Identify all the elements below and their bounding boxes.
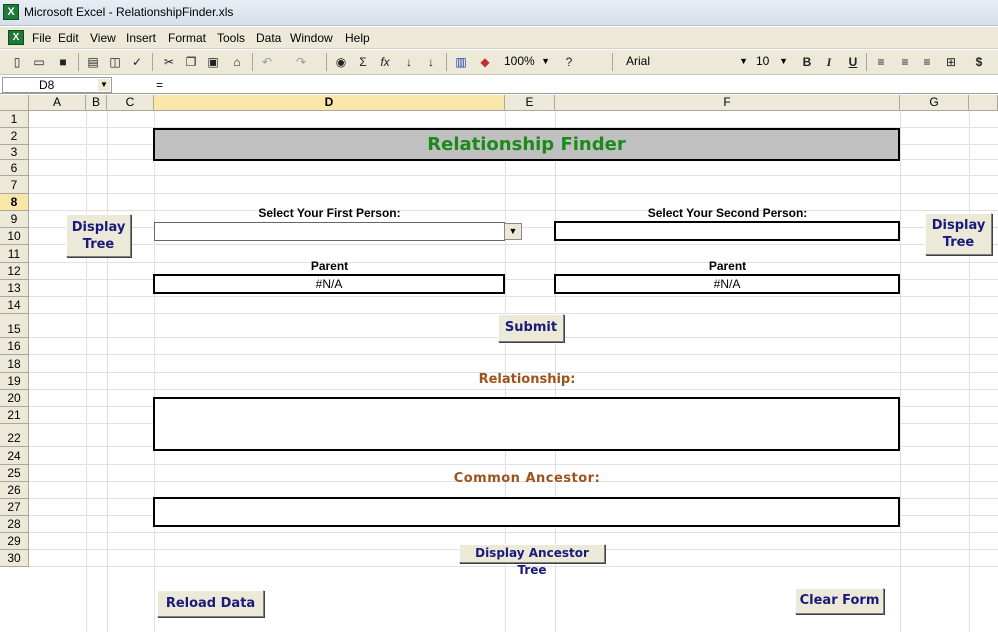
row-header-7[interactable]: 7 <box>0 176 29 194</box>
chevron-down-icon[interactable]: ▼ <box>504 223 522 240</box>
clear-form-button[interactable]: Clear Form <box>795 588 884 614</box>
row-header-9[interactable]: 9 <box>0 211 29 228</box>
redo-icon[interactable]: ↷ <box>295 55 307 69</box>
font-select[interactable] <box>622 52 750 72</box>
column-header-e[interactable]: E <box>505 95 555 111</box>
menu-window[interactable]: Window <box>290 31 333 45</box>
row-header-25[interactable]: 25 <box>0 465 29 482</box>
row-header-27[interactable]: 27 <box>0 499 29 516</box>
relationship-label: Relationship: <box>478 372 576 387</box>
paste-icon[interactable]: ▣ <box>207 55 219 69</box>
font-value: Arial <box>626 54 651 68</box>
row-header-16[interactable]: 16 <box>0 338 29 355</box>
display-tree-left-button[interactable] <box>66 214 131 257</box>
save-icon[interactable]: ■ <box>59 55 67 69</box>
row-header-15[interactable]: 15 <box>0 314 29 338</box>
display-tree-left-line2: Tree <box>82 237 115 252</box>
chart-wizard-icon[interactable]: ▥ <box>455 55 467 69</box>
zoom-value: 100% <box>504 54 535 68</box>
row-header-14[interactable]: 14 <box>0 297 29 314</box>
drawing-icon[interactable]: ◆ <box>480 55 490 69</box>
display-tree-right-button[interactable] <box>925 213 992 255</box>
menu-bar <box>0 27 998 49</box>
bold-button[interactable]: B <box>802 55 812 69</box>
column-header-a[interactable]: A <box>29 95 86 111</box>
column-header-h[interactable] <box>969 95 998 111</box>
menu-view[interactable]: View <box>90 31 116 45</box>
menu-insert[interactable]: Insert <box>126 31 157 45</box>
gridline <box>29 532 998 533</box>
name-box[interactable] <box>2 77 112 93</box>
display-tree-right-line1: Display <box>931 218 986 233</box>
toolbar-separator <box>152 53 153 71</box>
menu-edit[interactable]: Edit <box>58 31 79 45</box>
cut-icon[interactable]: ✂ <box>163 55 175 69</box>
row-header-18[interactable]: 18 <box>0 355 29 373</box>
gridline <box>29 193 998 194</box>
align-center-icon[interactable]: ≡ <box>901 55 909 69</box>
zoom-select[interactable] <box>500 52 552 72</box>
row-header-24[interactable]: 24 <box>0 447 29 465</box>
chevron-down-icon: ▼ <box>739 56 748 66</box>
submit-button[interactable]: Submit <box>498 314 564 342</box>
gridline <box>29 389 998 390</box>
gridline <box>29 464 998 465</box>
window-title: Microsoft Excel - RelationshipFinder.xls <box>24 5 234 19</box>
first-person-dropdown[interactable] <box>154 222 505 241</box>
toolbar-separator <box>612 53 613 71</box>
function-icon[interactable]: fx <box>380 55 390 69</box>
print-preview-icon[interactable]: ◫ <box>109 55 121 69</box>
menu-format[interactable]: Format <box>168 31 207 45</box>
font-size-value: 10 <box>756 54 770 68</box>
row-header-22[interactable]: 22 <box>0 424 29 447</box>
parent-label-right: Parent <box>708 259 747 273</box>
parent-value-right: #N/A <box>554 274 900 294</box>
second-person-field[interactable] <box>554 221 900 241</box>
italic-button[interactable]: I <box>826 55 832 69</box>
help-icon[interactable]: ? <box>565 55 573 69</box>
menu-file[interactable]: File <box>32 31 52 45</box>
menu-data[interactable]: Data <box>256 31 282 45</box>
copy-icon[interactable]: ❐ <box>185 55 197 69</box>
toolbar-separator <box>252 53 253 71</box>
new-icon[interactable]: ▯ <box>13 55 21 69</box>
undo-icon[interactable]: ↶ <box>261 55 273 69</box>
sort-ascending-icon[interactable]: ↓ <box>406 55 412 69</box>
display-ancestor-tree-button[interactable]: Display Ancestor Tree <box>459 544 605 563</box>
parent-value-left: #N/A <box>153 274 505 294</box>
underline-button[interactable]: U <box>848 55 858 69</box>
row-header-19[interactable]: 19 <box>0 373 29 390</box>
row-header-1[interactable]: 1 <box>0 111 29 128</box>
first-person-label: Select Your First Person: <box>258 206 401 220</box>
row-header-11[interactable]: 11 <box>0 245 29 263</box>
spelling-icon[interactable]: ✓ <box>131 55 143 69</box>
row-header-26[interactable]: 26 <box>0 482 29 499</box>
font-size-select[interactable] <box>752 52 790 72</box>
display-tree-left-line1: Display <box>71 220 126 235</box>
row-header-12[interactable]: 12 <box>0 263 29 280</box>
row-header-28[interactable]: 28 <box>0 516 29 533</box>
row-header-8[interactable]: 8 <box>0 194 29 211</box>
print-icon[interactable]: ▤ <box>87 55 99 69</box>
toolbar-separator <box>446 53 447 71</box>
toolbar <box>0 50 998 75</box>
toolbar-separator <box>326 53 327 71</box>
row-header-20[interactable]: 20 <box>0 390 29 407</box>
menu-help[interactable]: Help <box>345 31 370 45</box>
parent-label-left: Parent <box>310 259 349 273</box>
second-person-label: Select Your Second Person: <box>647 206 808 220</box>
common-ancestor-label: Common Ancestor: <box>453 471 601 486</box>
merge-center-icon[interactable]: ⊞ <box>945 55 957 69</box>
reload-data-button[interactable]: Reload Data <box>157 590 264 617</box>
column-header-g[interactable]: G <box>900 95 969 111</box>
column-header-f[interactable]: F <box>555 95 900 111</box>
column-header-b[interactable]: B <box>86 95 107 111</box>
gridline <box>29 296 998 297</box>
form-title: Relationship Finder <box>153 128 900 161</box>
align-left-icon[interactable]: ≡ <box>877 55 885 69</box>
cell-reference: D8 <box>39 78 55 92</box>
row-header-3[interactable]: 3 <box>0 145 29 160</box>
align-right-icon[interactable]: ≡ <box>923 55 931 69</box>
chevron-down-icon: ▼ <box>779 56 788 66</box>
row-header-29[interactable]: 29 <box>0 533 29 550</box>
formula-bar <box>0 76 998 94</box>
toolbar-separator <box>78 53 79 71</box>
autosum-icon[interactable]: Σ <box>359 55 367 69</box>
column-header-c[interactable]: C <box>107 95 154 111</box>
title-bar <box>0 0 998 26</box>
column-header-d[interactable]: D <box>154 95 505 111</box>
hyperlink-icon[interactable]: ◉ <box>335 55 347 69</box>
row-header-10[interactable]: 10 <box>0 228 29 245</box>
open-icon[interactable]: ▭ <box>33 55 45 69</box>
common-ancestor-field <box>153 497 900 527</box>
chevron-down-icon[interactable]: ▼ <box>98 79 110 91</box>
formula-equals[interactable]: = <box>156 78 164 92</box>
gridline <box>29 175 998 176</box>
gridline <box>29 244 998 245</box>
chevron-down-icon: ▼ <box>541 56 550 66</box>
sort-descending-icon[interactable]: ↓ <box>428 55 434 69</box>
row-header-13[interactable]: 13 <box>0 280 29 297</box>
toolbar-separator <box>866 53 867 71</box>
display-tree-right-line2: Tree <box>942 235 975 250</box>
format-painter-icon[interactable]: ⌂ <box>233 55 241 69</box>
excel-app-icon: X <box>3 4 19 20</box>
menu-tools[interactable]: Tools <box>217 31 246 45</box>
relationship-field <box>153 397 900 451</box>
select-all-corner[interactable] <box>0 95 29 111</box>
row-header-6[interactable]: 6 <box>0 160 29 176</box>
gridline <box>29 354 998 355</box>
workbook-icon[interactable]: X <box>8 30 24 45</box>
row-header-2[interactable]: 2 <box>0 128 29 145</box>
currency-button[interactable]: $ <box>975 55 983 69</box>
gridline <box>29 566 998 567</box>
row-header-21[interactable]: 21 <box>0 407 29 424</box>
row-header-30[interactable]: 30 <box>0 550 29 567</box>
